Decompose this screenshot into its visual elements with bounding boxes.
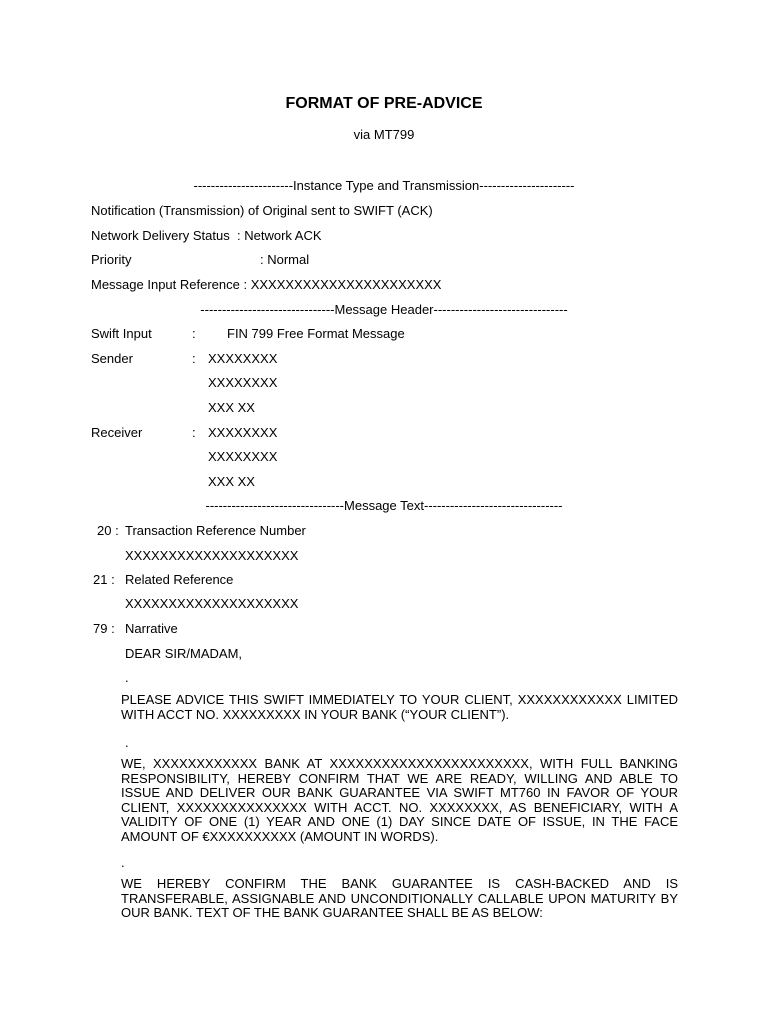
field-21-tag: 21 : [93, 572, 115, 587]
priority-label: Priority [91, 252, 132, 267]
receiver-label: Receiver [91, 425, 143, 440]
sender-line: XXXXXXXX [208, 351, 278, 366]
field-21-value: XXXXXXXXXXXXXXXXXXXX [125, 596, 299, 611]
network-status-label: Network Delivery Status [91, 228, 230, 243]
spacer-dot: . [125, 670, 129, 685]
network-status-value: : Network ACK [237, 228, 322, 243]
sender-label: Sender [91, 351, 133, 366]
section-divider-header: -------------------------------Message Header------------------------------- [200, 302, 568, 317]
narrative-paragraph-3: WE HEREBY CONFIRM THE BANK GUARANTEE IS CASH-BACKED AND IS TRANSFERABLE, ASSIGNABLE AND UNCONDITIONALLY CALLABLE UPON MATURITY BY OUR BANK. TEXT OF THE BANK GUARANTEE SHALL BE AS BELOW: [121, 876, 678, 920]
spacer-dot: . [121, 855, 125, 870]
page-subtitle: via MT799 [353, 127, 415, 142]
swift-input-value: FIN 799 Free Format Message [227, 326, 405, 341]
page-title: FORMAT OF PRE-ADVICE [285, 95, 483, 112]
receiver-line: XXXXXXXX [208, 449, 278, 464]
section-divider-instance: -----------------------Instance Type and Transmission---------------------- [193, 178, 575, 193]
receiver-line: XXX XX [208, 474, 255, 489]
receiver-colon: : [192, 425, 196, 440]
receiver-line: XXXXXXXX [208, 425, 278, 440]
swift-input-colon: : [192, 326, 196, 341]
salutation: DEAR SIR/MADAM, [125, 646, 243, 661]
section-divider-text: --------------------------------Message Text-------------------------------- [205, 498, 563, 513]
sender-line: XXX XX [208, 400, 255, 415]
swift-input-label: Swift Input [91, 326, 152, 341]
sender-line: XXXXXXXX [208, 375, 278, 390]
spacer-dot: . [125, 735, 129, 750]
field-20-value: XXXXXXXXXXXXXXXXXXXX [125, 548, 299, 563]
message-input-reference: Message Input Reference : XXXXXXXXXXXXXXXXXXXXXX [91, 277, 442, 292]
field-21-label: Related Reference [125, 572, 234, 587]
field-79-label: Narrative [125, 621, 178, 636]
field-20-label: Transaction Reference Number [125, 523, 306, 538]
sender-colon: : [192, 351, 196, 366]
priority-value: : Normal [260, 252, 310, 267]
field-79-tag: 79 : [93, 621, 115, 636]
narrative-paragraph-2: WE, XXXXXXXXXXXX BANK AT XXXXXXXXXXXXXXXXXXXXXXX, WITH FULL BANKING RESPONSIBILITY, HEREBY CONFIRM THAT WE ARE READY, WILLING AND ABLE TO ISSUE AND DELIVER OUR BANK GUARANTEE VIA SWIFT MT760 IN FAVOR OF YOUR CLIENT, XXXXXXXXXXXXXXX WITH ACCT. NO. XXXXXXXX, AS BENEFICIARY, WITH A VALIDITY OF ONE (1) YEAR AND ONE (1) DAY SINCE DATE OF ISSUE, IN THE FACE AMOUNT OF €XXXXXXXXXX (AMOUNT IN WORDS). [121, 756, 678, 844]
narrative-paragraph-1: PLEASE ADVICE THIS SWIFT IMMEDIATELY TO YOUR CLIENT, XXXXXXXXXXXX LIMITED WITH ACCT NO. XXXXXXXXX IN YOUR BANK (“YOUR CLIENT”). [121, 692, 678, 722]
field-20-tag: 20 : [97, 523, 119, 538]
notification-line: Notification (Transmission) of Original sent to SWIFT (ACK) [91, 203, 433, 218]
